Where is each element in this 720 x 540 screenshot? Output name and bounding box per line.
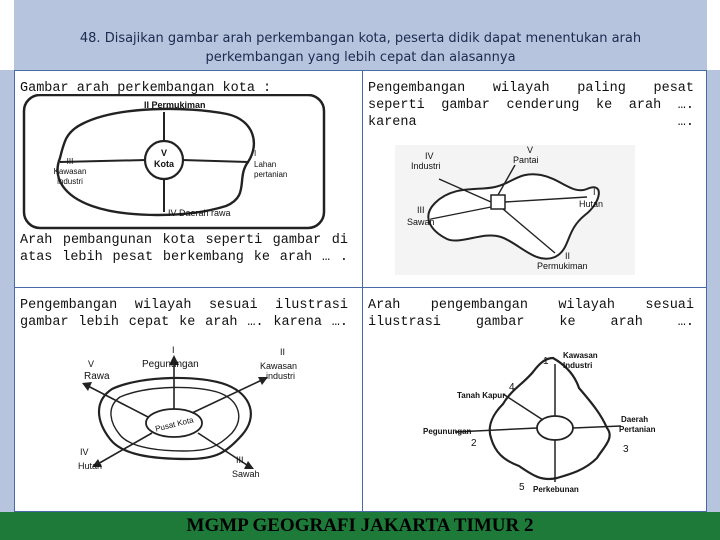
q4-label-n2: 2 xyxy=(471,438,477,449)
q2-figure xyxy=(395,145,635,275)
q4-label-tanah: Tanah Kapur xyxy=(457,391,506,400)
q3-label-ii-1: Kawasan xyxy=(260,361,298,371)
grid-vertical-divider xyxy=(362,71,363,511)
q4-label-daerah-2: Pertanian xyxy=(619,425,656,434)
q3-label-iv: Hutan xyxy=(78,461,103,471)
q2-label-iv: Industri xyxy=(411,161,441,171)
q4-label-perkebunan: Perkebunan xyxy=(533,485,579,494)
q1-label-top: II Permukiman xyxy=(144,100,206,110)
q1-intro: Gambar arah perkembangan kota : xyxy=(20,81,272,96)
q1-label-right-3: pertanian xyxy=(254,170,288,179)
q4-label-n4: 4 xyxy=(509,382,515,393)
question-title: 48. Disajikan gambar arah perkembangan kota, peserta didik dapat menentukan arah perkembangan yang lebih cepat dan alasannya xyxy=(79,31,642,65)
q2-label-iv-num: IV xyxy=(425,151,434,161)
q1-figure xyxy=(22,94,327,230)
q1-label-left-2: Kawasan xyxy=(53,167,87,176)
q4-label-kawasan-2: Industri xyxy=(563,361,593,370)
left-side-strip xyxy=(0,70,14,512)
q3-question: Pengembangan wilayah sesuai ilustrasi gambar lebih cepat ke arah …. karena …. xyxy=(20,298,348,330)
q1-label-center-1: V xyxy=(160,148,168,158)
q3-figure xyxy=(52,345,312,495)
q2-label-iii-num: III xyxy=(417,205,425,215)
q2-label-v: Pantai xyxy=(513,155,539,165)
q3-label-center: Pusat Kota xyxy=(154,415,195,434)
q4-figure xyxy=(407,346,665,496)
q1-question: Arah pembangunan kota seperti gambar di atas lebih pesat berkembang ke arah … . xyxy=(20,233,348,265)
q1-label-bottom: IV Daerah rawa xyxy=(168,208,231,218)
footer-title: MGMP GEOGRAFI JAKARTA TIMUR 2 xyxy=(186,515,534,536)
right-side-strip xyxy=(707,70,720,512)
q2-label-ii-num: II xyxy=(565,251,571,261)
q1-label-center-2: Kota xyxy=(154,159,174,169)
q2-label-i-num: I xyxy=(593,187,596,197)
question-header xyxy=(14,0,707,70)
q4-label-n1: 1 xyxy=(543,356,549,367)
q4-label-pegunungan: Pegunungan xyxy=(423,427,472,436)
q3-label-iii: Sawah xyxy=(232,469,260,479)
q3-label-ii-2: industri xyxy=(266,371,296,381)
q4-label-n5: 5 xyxy=(519,482,525,493)
q4-label-daerah-1: Daerah xyxy=(621,415,649,424)
q4-label-kawasan-1: Kawasan xyxy=(563,351,598,360)
q2-label-iii: Sawah xyxy=(407,217,435,227)
q2-question: Pengembangan wilayah paling pesat seperti gambar cenderung ke arah …. karena …. xyxy=(368,81,694,130)
q3-label-iii-num: III xyxy=(236,455,244,465)
q3-label-v: Rawa xyxy=(84,371,110,382)
q1-label-left-1: III xyxy=(66,157,74,166)
q3-label-i: Pegunungan xyxy=(142,359,199,370)
q1-label-left-3: industri xyxy=(57,177,83,186)
q1-label-right-1: I xyxy=(254,149,257,158)
q2-label-v-num: V xyxy=(527,145,534,155)
q2-label-i: Hutan xyxy=(579,199,604,209)
q3-label-iv-num: IV xyxy=(80,447,89,457)
q1-label-right-2: Lahan xyxy=(254,160,277,169)
q2-label-ii: Permukiman xyxy=(537,261,588,271)
q3-label-i-num: I xyxy=(172,345,175,355)
q3-label-ii-num: II xyxy=(280,347,286,357)
grid-horizontal-divider xyxy=(15,287,706,288)
q4-question: Arah pengembangan wilayah sesuai ilustrasi gambar ke arah …. xyxy=(368,298,694,330)
q4-label-n3: 3 xyxy=(623,444,629,455)
q3-label-v-num: V xyxy=(88,359,95,369)
footer-bar xyxy=(0,512,720,540)
